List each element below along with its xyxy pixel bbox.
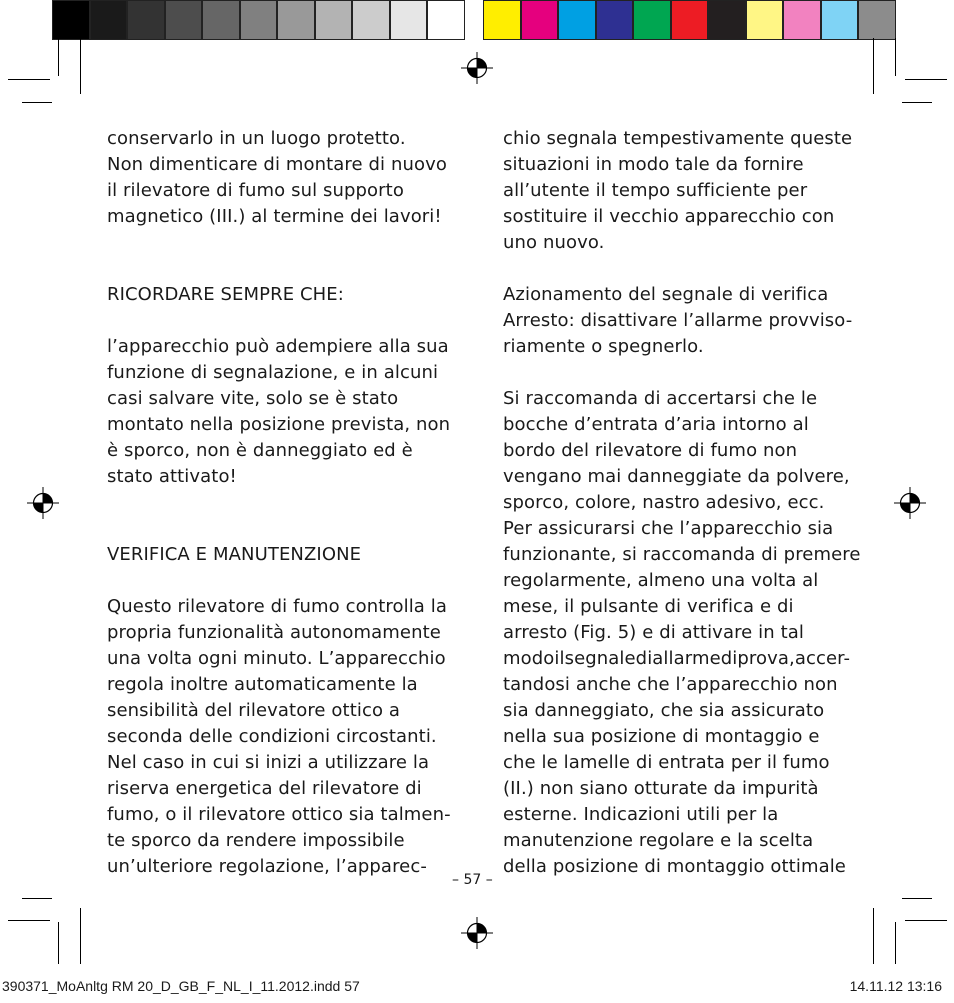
color-swatch xyxy=(746,0,784,40)
text-line: è sporco, non è danneggiato ed è xyxy=(107,440,413,461)
text-line: bocche d’entrata d’aria intorno al xyxy=(503,414,809,435)
text-line: Arresto: disattivare l’allarme provviso- xyxy=(503,310,853,331)
text-line: stato attivato! xyxy=(107,466,237,487)
blank-line xyxy=(107,256,467,282)
text-line: tandosi anche che l’apparecchio non xyxy=(503,674,838,695)
color-swatch xyxy=(596,0,634,40)
text-line: esterne. Indicazioni utili per la xyxy=(503,804,779,825)
text-line: l’apparecchio può adempiere alla sua xyxy=(107,336,449,357)
color-swatch xyxy=(202,0,240,40)
page-number: – 57 – xyxy=(452,872,493,888)
text-line: sensibilità del rilevatore ottico a xyxy=(107,700,401,721)
left-text-column xyxy=(107,126,467,880)
text-line: sostituire il vecchio apparecchio con xyxy=(503,206,835,227)
blank-line xyxy=(107,568,467,594)
text-line: regola inoltre automaticamente la xyxy=(107,674,418,695)
color-swatch xyxy=(858,0,896,40)
text-line: fumo, o il rilevatore ottico sia talmen- xyxy=(107,804,451,825)
text-line: Questo rilevatore di fumo controlla la xyxy=(107,596,447,617)
text-line: conservarlo in un luogo protetto. xyxy=(107,128,406,149)
text-line: propria funzionalità autonomamente xyxy=(107,622,441,643)
text-line: uno nuovo. xyxy=(503,232,605,253)
file-slug: 390371_MoAnltg RM 20_D_GB_F_NL_I_11.2012.indd 57 xyxy=(2,978,360,994)
text-line: sia danneggiato, che sia assicurato xyxy=(503,700,825,721)
text-line: Non dimenticare di montare di nuovo xyxy=(107,154,447,175)
color-swatch xyxy=(427,0,465,40)
text-line: Azionamento del segnale di verifica xyxy=(503,284,829,305)
text-line: vengano mai danneggiate da polvere, xyxy=(503,466,850,487)
color-swatch xyxy=(52,0,90,40)
text-line: nella sua posizione di montaggio e xyxy=(503,726,820,747)
text-line: te sporco da rendere impossibile xyxy=(107,830,405,851)
text-line: mese, il pulsante di verifica e di xyxy=(503,596,794,617)
process-color-bar xyxy=(483,0,896,40)
text-line: VERIFICA E MANUTENZIONE xyxy=(107,544,362,565)
text-line: Si raccomanda di accertarsi che le xyxy=(503,388,818,409)
color-swatch xyxy=(90,0,128,40)
text-line: magnetico (III.) al termine dei lavori! xyxy=(107,206,442,227)
text-line: il rilevatore di fumo sul supporto xyxy=(107,180,404,201)
date-time-slug: 14.11.12 13:16 xyxy=(849,978,942,994)
blank-line xyxy=(503,360,868,386)
text-line: bordo del rilevatore di fumo non xyxy=(503,440,798,461)
blank-line xyxy=(503,256,868,282)
text-line: situazioni in modo tale da fornire xyxy=(503,154,804,175)
color-swatch xyxy=(315,0,353,40)
color-swatch xyxy=(483,0,521,40)
text-line: all’utente il tempo sufficiente per xyxy=(503,180,808,201)
text-line: modoilsegnalediallarmediprova,accer- xyxy=(503,648,851,669)
text-line: arresto (Fig. 5) e di attivare in tal xyxy=(503,622,804,643)
text-line: casi salvare vite, solo se è stato xyxy=(107,388,399,409)
color-swatch xyxy=(708,0,746,40)
text-line: (II.) non siano otturate da impurità xyxy=(503,778,819,799)
text-line: sporco, colore, nastro adesivo, ecc. xyxy=(503,492,825,513)
text-line: montato nella posizione prevista, non xyxy=(107,414,451,435)
blank-line xyxy=(107,490,467,516)
text-line: RICORDARE SEMPRE CHE: xyxy=(107,284,344,305)
blank-line xyxy=(107,516,467,542)
color-swatch xyxy=(633,0,671,40)
color-swatch xyxy=(240,0,278,40)
text-line: regolarmente, almeno una volta al xyxy=(503,570,819,591)
registration-mark-icon xyxy=(26,486,60,520)
text-line: riserva energetica del rilevatore di xyxy=(107,778,422,799)
blank-line xyxy=(107,230,467,256)
text-line: Nel caso in cui si inizi a utilizzare la xyxy=(107,752,430,773)
text-line: della posizione di montaggio ottimale xyxy=(503,856,846,877)
text-line: Per assicurarsi che l’apparecchio sia xyxy=(503,518,834,539)
color-swatch xyxy=(127,0,165,40)
color-swatch xyxy=(390,0,428,40)
text-line: manutenzione regolare e la scelta xyxy=(503,830,814,851)
text-line: seconda delle condizioni circostanti. xyxy=(107,726,437,747)
color-swatch xyxy=(352,0,390,40)
color-swatch xyxy=(277,0,315,40)
text-line: chio segnala tempestivamente queste xyxy=(503,128,853,149)
text-line: un’ulteriore regolazione, l’apparec- xyxy=(107,856,427,877)
color-swatch xyxy=(558,0,596,40)
grayscale-color-bar xyxy=(52,0,465,40)
right-text-column xyxy=(503,126,868,880)
text-line: funzione di segnalazione, e in alcuni xyxy=(107,362,439,383)
text-line: una volta ogni minuto. L’apparecchio xyxy=(107,648,446,669)
blank-line xyxy=(107,308,467,334)
color-swatch xyxy=(671,0,709,40)
color-swatch xyxy=(165,0,203,40)
color-swatch xyxy=(821,0,859,40)
color-swatch xyxy=(521,0,559,40)
color-swatch xyxy=(783,0,821,40)
text-line: che le lamelle di entrata per il fumo xyxy=(503,752,830,773)
registration-mark-icon xyxy=(893,486,927,520)
text-line: funzionante, si raccomanda di premere xyxy=(503,544,861,565)
text-line: riamente o spegnerlo. xyxy=(503,336,704,357)
registration-mark-icon xyxy=(460,916,494,950)
registration-mark-icon xyxy=(460,51,494,85)
